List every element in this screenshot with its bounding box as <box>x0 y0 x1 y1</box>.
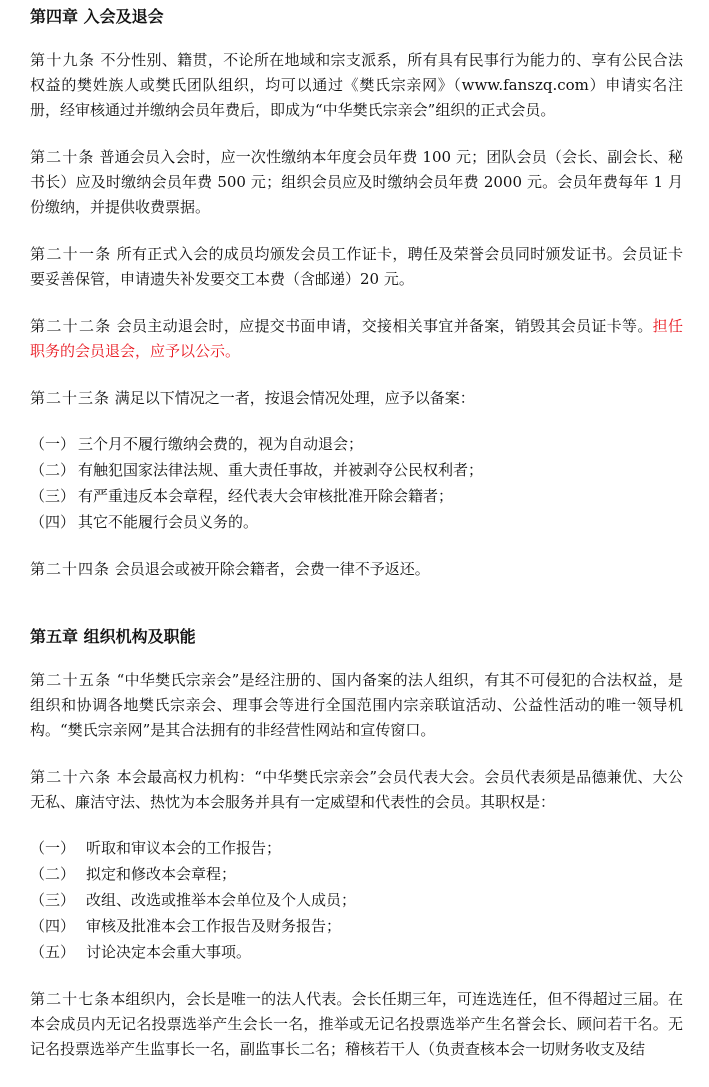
article-heading: 第二十三条 <box>30 389 111 407</box>
article-25 <box>30 668 683 743</box>
article-heading: 第二十六条 <box>30 768 112 786</box>
article-text: 普通会员入会时，应一次性缴纳本年度会员年费 100 元；团队会员（会长、副会长、秘书长）应及时缴纳会员年费 500 元；组织会员应及时缴纳会员年费 2000 元。会员年费每年 1 月份缴纳，并提供收费票据。 <box>30 148 683 216</box>
article-heading: 第二十一条 <box>30 245 112 263</box>
item-number: （二） <box>30 461 76 479</box>
list-item <box>30 431 683 457</box>
item-text: 有触犯国家法律法规、重大责任事故，并被剥夺公民权利者； <box>78 461 484 479</box>
article-24 <box>30 557 683 582</box>
item-text: 三个月不履行缴纳会费的，视为自动退会； <box>78 435 364 453</box>
list-item <box>30 887 683 913</box>
article-heading: 第二十七条 <box>30 990 111 1008</box>
article-heading: 第二十五条 <box>30 671 112 689</box>
article-text: 本会最高权力机构：“中华樊氏宗亲会”会员代表大会。会员代表须是品德兼优、大公无私、廉洁守法、热忱为本会服务并具有一定威望和代表性的会员。其职权是： <box>30 768 683 811</box>
article-heading: 第十九条 <box>30 51 96 69</box>
article-text: 满足以下情况之一者，按退会情况处理，应予以备案： <box>114 389 475 407</box>
list-item <box>30 913 683 939</box>
article-23 <box>30 386 683 411</box>
article-text: 会员退会或被开除会籍者，会费一律不予返还。 <box>114 560 430 578</box>
article-text: “中华樊氏宗亲会”是经注册的、国内备案的法人组织，有其不可侵犯的合法权益，是组织和协调各地樊氏宗亲会、理事会等进行全国范围内宗亲联谊活动、公益性活动的唯一领导机构。“樊氏宗亲网”是其合法拥有的非经营性网站和宣传窗口。 <box>30 671 683 739</box>
article-text: 所有正式入会的成员均颁发会员工作证卡，聘任及荣誉会员同时颁发证书。会员证卡要妥善保管，申请遗失补发要交工本费（含邮递）20 元。 <box>30 245 683 288</box>
item-number: （三） <box>30 891 76 909</box>
item-number: （一） <box>30 839 76 857</box>
article-text: 本组织内，会长是唯一的法人代表。会长任期三年，可连选连任，但不得超过三届。在本会成员内无记名投票选举产生会长一名，推举或无记名投票选举产生名誉会长、顾问若干名。无记名投票选举产生监事长一名，副监事长二名；稽核若干人（负责查核本会一切财务收支及结 <box>30 990 683 1058</box>
list-item <box>30 835 683 861</box>
article-highlight-text: 担任职务的会员退会，应予以公示。 <box>30 317 683 360</box>
item-text: 其它不能履行会员义务的。 <box>78 513 259 531</box>
article-23-list <box>30 431 683 535</box>
article-27 <box>30 987 683 1062</box>
list-item <box>30 939 683 965</box>
article-19 <box>30 48 683 123</box>
item-text: 听取和审议本会的工作报告； <box>86 839 282 857</box>
article-22 <box>30 314 683 364</box>
item-number: （五） <box>30 943 76 961</box>
article-heading: 第二十二条 <box>30 317 112 335</box>
item-text: 改组、改选或推举本会单位及个人成员； <box>86 891 357 909</box>
item-number: （三） <box>30 487 76 505</box>
item-text: 拟定和修改本会章程； <box>86 865 237 883</box>
article-text: 会员主动退会时，应提交书面申请，交接相关事宜并备案，销毁其会员证卡等。 <box>116 317 653 335</box>
article-20 <box>30 145 683 220</box>
item-number: （二） <box>30 865 76 883</box>
list-item <box>30 861 683 887</box>
article-21 <box>30 242 683 292</box>
list-item <box>30 483 683 509</box>
article-heading: 第二十四条 <box>30 560 111 578</box>
chapter-4-title: 第四章 入会及退会 <box>30 7 164 26</box>
article-26-list <box>30 835 683 965</box>
article-26 <box>30 765 683 815</box>
item-number: （四） <box>30 917 76 935</box>
item-text: 讨论决定本会重大事项。 <box>86 943 252 961</box>
article-text: 不分性别、籍贯，不论所在地域和宗支派系，所有具有民事行为能力的、享有公民合法权益的樊姓族人或樊氏团队组织，均可以通过《樊氏宗亲网》（www.fanszq.com）申请实名注册，经审核通过并缴纳会员年费后，即成为“中华樊氏宗亲会”组织的正式会员。 <box>30 51 683 119</box>
list-item <box>30 509 683 535</box>
article-heading: 第二十条 <box>30 148 95 166</box>
item-text: 有严重违反本会章程，经代表大会审核批准开除会籍者； <box>78 487 454 505</box>
item-number: （四） <box>30 513 76 531</box>
item-number: （一） <box>30 435 76 453</box>
list-item <box>30 457 683 483</box>
chapter-5-title: 第五章 组织机构及职能 <box>30 627 196 646</box>
item-text: 审核及批准本会工作报告及财务报告； <box>86 917 342 935</box>
